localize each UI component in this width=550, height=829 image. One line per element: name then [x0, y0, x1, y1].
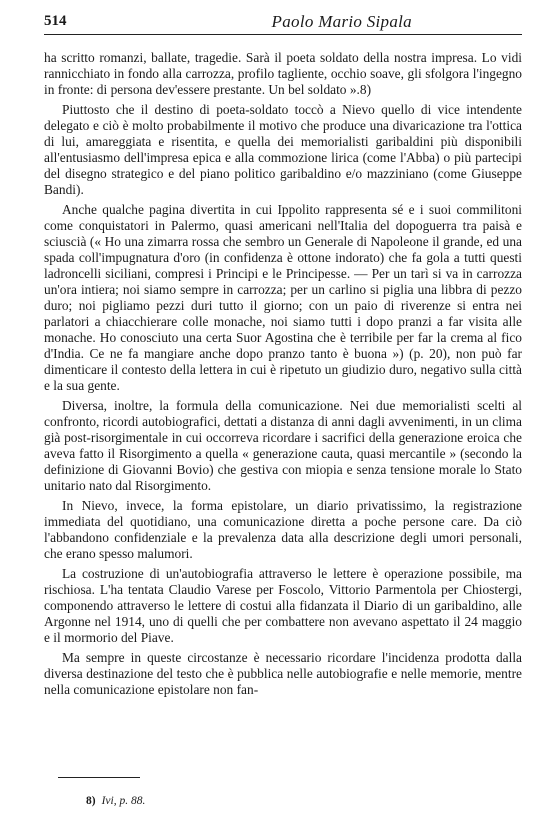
footnote-divider	[58, 777, 140, 778]
running-head: Paolo Mario Sipala	[271, 12, 412, 31]
page-header	[44, 12, 522, 35]
paragraph-4: Diversa, inoltre, la formula della comunicazione. Nei due memorialisti scelti al confronto, ricordi autobiografici, dettati a distanza di anni dagli avvenimenti, in un clima già post-risorgimentale in cui occorreva ricordare i sacrifici della generazione eroica che aveva fatto il Risorgimento a quella « generazione cauta, quasi mercantile » (secondo la definizione di Giovanni Bovio) che gestiva con miopia e senza tensione morale lo Stato unitario nato dal Risorgimento.	[44, 398, 522, 493]
page-number: 514	[44, 13, 67, 29]
paragraph-3: Anche qualche pagina divertita in cui Ippolito rappresenta sé e i suoi commilitoni come conquistatori in Palermo, quasi americani nell'Italia del dopoguerra tra paisà e sciuscià (« Ho una zimarra rossa che sembro un Generale di Napoleone il grande, ed una spada coll'impugnatura d'oro (in confidenza è ottone indorato) che fa gola a tutti questi ladroncelli siciliani, compresi i Principi e le Principesse. — Per un tarì si va in carrozza un'ora intiera; noi siamo sempre in carrozza; per un carlino si piglia una libbra di pezzo duro; noi pigliamo pezzi duri tutto il giorno; con un paio di riverenze si entra nei parlatori a chiacchierare colle monache, noi siamo tutti i dopo pranzi a far visita alle monache. Ho conosciuto una certa Suor Agostina che è terribile per far la crema al fico d'India. Ce ne fa mangiare anche dopo pranzo tanto è buona ») (p. 20), non può far dimenticare il contesto della lettera in cui è ripetuto un giudizio duro, negativo sulla città e la sua gente.	[44, 202, 522, 393]
footnote-text: Ivi, p. 88.	[101, 795, 146, 807]
body-text	[44, 50, 522, 698]
footnote-mark: 8)	[86, 795, 96, 807]
paragraph-6: La costruzione di un'autobiografia attraverso le lettere è operazione possibile, ma rischiosa. L'ha tentata Claudio Varese per Foscolo, Vittorio Parmentola per Chiostergi, componendo attraverso le lettere di costui alla fidanzata il Diario di un garibaldino, alle Argonne nel 1914, uno di quelli che per combattere non avevano aspettato il 24 maggio e il mormorio del Piave.	[44, 566, 522, 645]
paragraph-5: In Nievo, invece, la forma epistolare, un diario privatissimo, la registrazione immediata del quotidiano, una comunicazione diretta a poche persone care. Da ciò l'abbandono confidenziale e la prevalenza data alla descrizione degli umori personali, che erano spesso malumori.	[44, 498, 522, 561]
paragraph-7: Ma sempre in queste circostanze è necessario ricordare l'incidenza prodotta dalla diversa destinazione del testo che è pubblica nelle autobiografie e nelle memorie, mentre nella comunicazione epistolare non fan-	[44, 650, 522, 697]
footnote	[86, 795, 145, 807]
paragraph-1: ha scritto romanzi, ballate, tragedie. Sarà il poeta soldato della nostra impresa. Lo vidi rannicchiato in fondo alla carrozza, profilo tagliente, occhio soave, gli sfolgora l'ingegno in fronte: di persona dev'essere prestante. Un bel soldato ».8)	[44, 50, 522, 97]
paragraph-2: Piuttosto che il destino di poeta-soldato toccò a Nievo quello di vice intendente delegato e ciò è molto probabilmente il motivo che produce una divaricazione tra l'ottica di lui, amareggiata e risentita, e quella dei memorialisti garibaldini più disponibili all'entusiasmo dell'impresa epica e alla commozione lirica (come l'Abba) o più partecipi del disegno strategico e del piano politico garibaldino e/o mazziniano (come Giuseppe Bandi).	[44, 102, 522, 197]
